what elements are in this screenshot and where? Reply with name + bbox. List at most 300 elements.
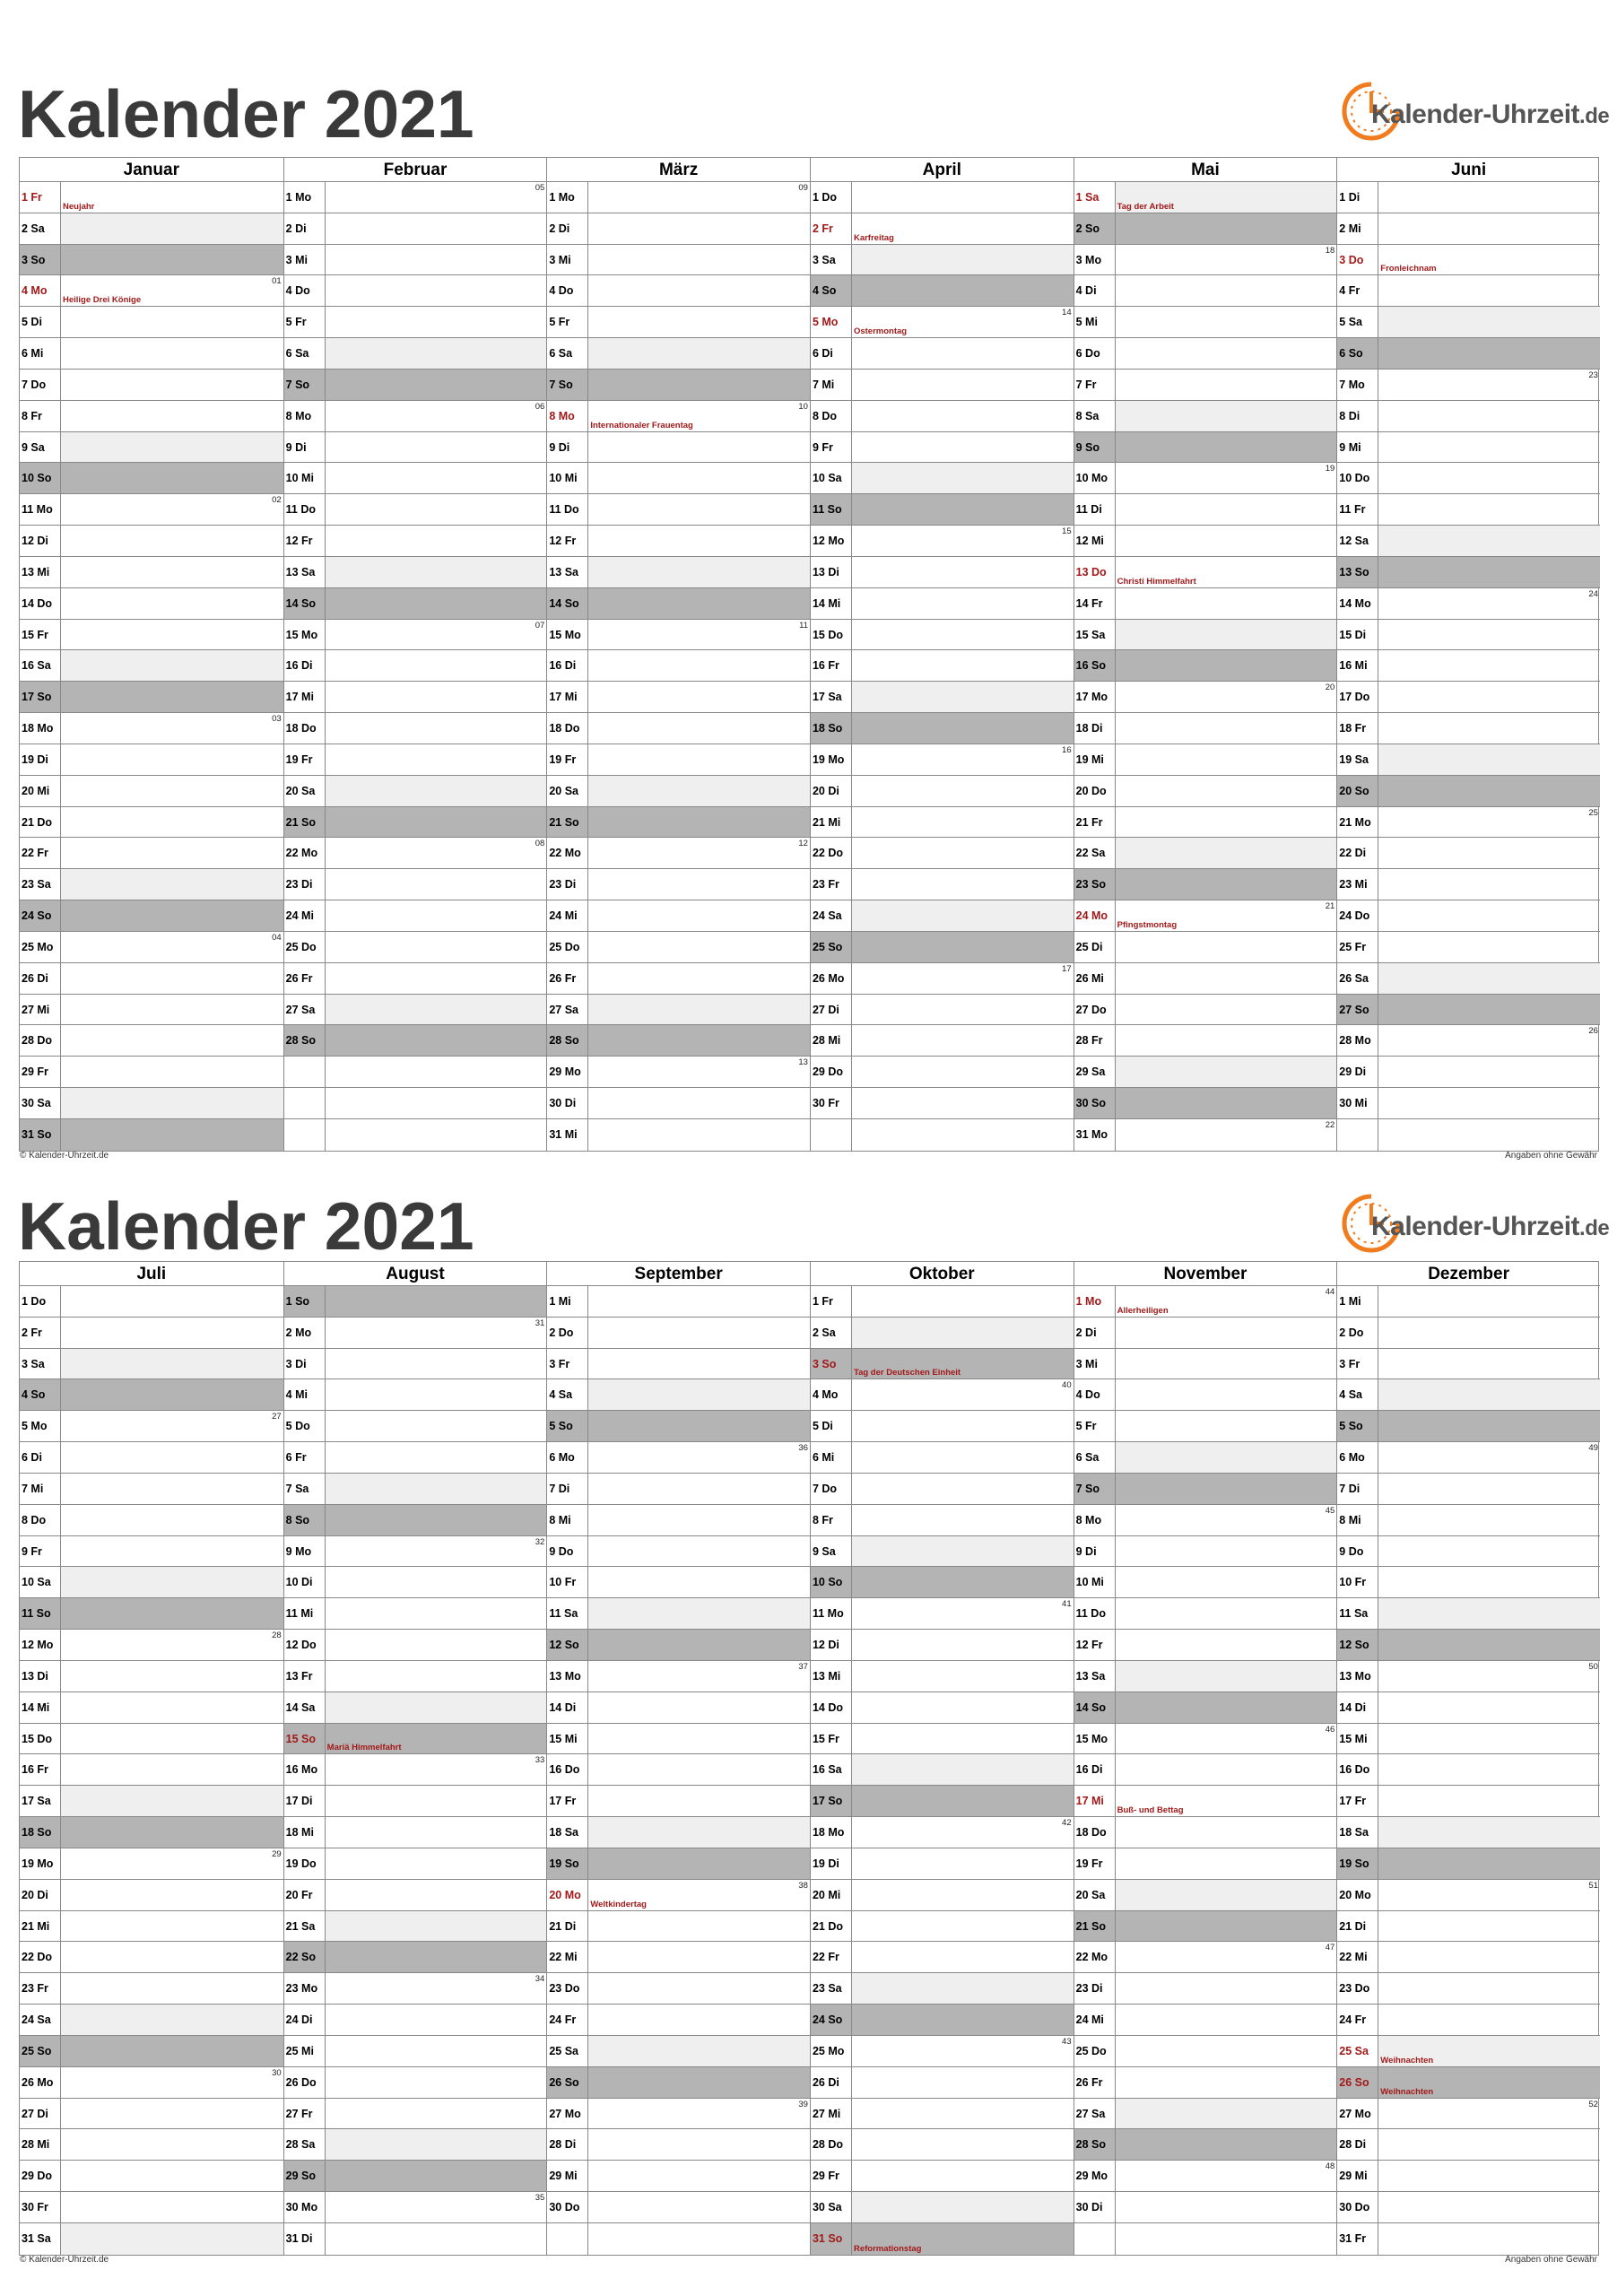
day-row bbox=[20, 900, 283, 932]
day-note-cell bbox=[588, 2161, 810, 2191]
day-row bbox=[1074, 526, 1337, 557]
day-label: 15 Fr bbox=[20, 620, 61, 650]
day-label: 10 Mi bbox=[284, 463, 326, 493]
day-label: 10 Fr bbox=[1337, 1567, 1378, 1597]
day-row bbox=[284, 2036, 547, 2067]
day-label: 26 Fr bbox=[547, 963, 588, 994]
day-row bbox=[1337, 526, 1600, 557]
day-row bbox=[547, 1911, 810, 1943]
day-note-cell bbox=[1378, 900, 1600, 931]
day-note-cell bbox=[1378, 1411, 1600, 1441]
day-label: 25 So bbox=[811, 932, 852, 962]
day-note-cell bbox=[61, 1349, 283, 1379]
week-number: 05 bbox=[535, 183, 545, 193]
empty-day-row bbox=[547, 2223, 810, 2255]
day-row bbox=[284, 2099, 547, 2130]
day-note-cell bbox=[1116, 650, 1337, 681]
day-label: 7 Fr bbox=[1074, 370, 1116, 400]
day-note-cell bbox=[1378, 1630, 1600, 1660]
day-label: 7 Mo bbox=[1337, 370, 1378, 400]
day-label: 24 Sa bbox=[20, 2005, 61, 2035]
week-number: 51 bbox=[1588, 1880, 1598, 1891]
day-note-cell bbox=[1116, 1724, 1337, 1754]
day-label: 15 Do bbox=[20, 1724, 61, 1754]
day-note-cell bbox=[61, 1057, 283, 1087]
day-note-cell bbox=[588, 1598, 810, 1629]
month-header: Juni bbox=[1337, 158, 1600, 182]
day-label: 7 Do bbox=[20, 370, 61, 400]
day-row bbox=[284, 494, 547, 526]
day-label: 17 So bbox=[811, 1786, 852, 1816]
day-label: 8 So bbox=[284, 1505, 326, 1535]
day-label: 2 Mi bbox=[1337, 213, 1378, 244]
day-note-cell bbox=[61, 620, 283, 650]
day-label: 17 Do bbox=[1337, 682, 1378, 712]
footer-disclaimer: Angaben ohne Gewähr bbox=[1505, 1151, 1597, 1161]
day-row bbox=[20, 1724, 283, 1755]
day-note-cell bbox=[326, 932, 547, 962]
day-note-cell bbox=[61, 713, 283, 744]
day-note-cell bbox=[1378, 1536, 1600, 1567]
day-note-cell bbox=[1116, 869, 1337, 900]
day-row bbox=[811, 1880, 1074, 1911]
day-note-cell bbox=[1378, 526, 1600, 556]
day-note-cell bbox=[588, 245, 810, 275]
day-label: 3 Mo bbox=[1074, 245, 1116, 275]
day-note-cell bbox=[1378, 1817, 1600, 1848]
day-row bbox=[284, 370, 547, 401]
day-label: 6 Mo bbox=[1337, 1442, 1378, 1473]
calendar-grid bbox=[19, 157, 1599, 1152]
day-row bbox=[547, 900, 810, 932]
week-number: 16 bbox=[1062, 744, 1072, 755]
day-note-cell bbox=[588, 963, 810, 994]
day-row bbox=[1337, 1536, 1600, 1568]
day-note-cell bbox=[588, 213, 810, 244]
day-label: 11 So bbox=[811, 494, 852, 525]
day-note-cell bbox=[61, 1411, 283, 1441]
day-label: 25 So bbox=[20, 2036, 61, 2066]
day-label: 30 Do bbox=[547, 2192, 588, 2222]
day-note-cell bbox=[326, 744, 547, 775]
day-label: 1 Mo bbox=[1074, 1286, 1116, 1317]
day-row bbox=[1074, 2129, 1337, 2161]
day-note-cell bbox=[1116, 1536, 1337, 1567]
day-row bbox=[1074, 932, 1337, 963]
day-row bbox=[284, 401, 547, 432]
day-label: 11 Do bbox=[547, 494, 588, 525]
day-note-cell bbox=[326, 900, 547, 931]
day-note-cell bbox=[852, 713, 1074, 744]
day-label: 30 Sa bbox=[811, 2192, 852, 2222]
day-note-cell bbox=[1378, 245, 1600, 275]
week-number: 32 bbox=[535, 1536, 545, 1547]
day-note-cell bbox=[1378, 338, 1600, 369]
day-row bbox=[811, 526, 1074, 557]
day-note-cell bbox=[326, 650, 547, 681]
day-row bbox=[20, 1630, 283, 1661]
week-number: 45 bbox=[1325, 1505, 1335, 1516]
day-label: 30 So bbox=[1074, 1088, 1116, 1118]
day-label: 27 Mo bbox=[1337, 2099, 1378, 2129]
day-label: 7 So bbox=[284, 370, 326, 400]
day-label: 30 Fr bbox=[20, 2192, 61, 2222]
day-row bbox=[1337, 1848, 1600, 1880]
day-label: 19 Mo bbox=[811, 744, 852, 775]
day-label: 21 Mo bbox=[1337, 807, 1378, 838]
day-label: 29 Mi bbox=[1337, 2161, 1378, 2191]
month-header: November bbox=[1074, 1262, 1337, 1286]
day-row bbox=[547, 1754, 810, 1786]
day-label: 2 Fr bbox=[20, 1318, 61, 1348]
day-note-cell bbox=[1378, 1848, 1600, 1879]
week-number: 44 bbox=[1325, 1287, 1335, 1297]
day-label: 24 Mo bbox=[1074, 900, 1116, 931]
day-note-cell bbox=[1116, 620, 1337, 650]
day-row bbox=[547, 869, 810, 900]
day-row bbox=[284, 1942, 547, 1973]
day-note-cell bbox=[1116, 182, 1337, 213]
day-note-cell bbox=[326, 1025, 547, 1056]
day-label: 18 Fr bbox=[1337, 713, 1378, 744]
day-label: 19 Fr bbox=[547, 744, 588, 775]
month-column bbox=[1336, 1262, 1600, 2255]
day-note-cell bbox=[588, 1754, 810, 1785]
day-row bbox=[1337, 557, 1600, 588]
day-label: 15 Mo bbox=[547, 620, 588, 650]
day-note-cell bbox=[61, 1630, 283, 1660]
week-number: 41 bbox=[1062, 1599, 1072, 1610]
holiday-name: Buß- und Bettag bbox=[1117, 1805, 1184, 1816]
day-label: 2 So bbox=[1074, 213, 1116, 244]
day-row bbox=[20, 1817, 283, 1848]
week-number: 48 bbox=[1325, 2161, 1335, 2172]
day-label: 4 Mi bbox=[284, 1379, 326, 1410]
day-label: 23 So bbox=[1074, 869, 1116, 900]
day-label: 27 Di bbox=[20, 2099, 61, 2129]
day-label: 31 Fr bbox=[1337, 2223, 1378, 2255]
day-row bbox=[284, 1880, 547, 1911]
day-label: 16 Do bbox=[1337, 1754, 1378, 1785]
day-note-cell bbox=[1378, 650, 1600, 681]
day-label: 20 Mo bbox=[1337, 1880, 1378, 1910]
day-note-cell bbox=[852, 1754, 1074, 1785]
day-row bbox=[20, 213, 283, 245]
day-note-cell bbox=[1116, 1598, 1337, 1629]
day-label: 6 Mo bbox=[547, 1442, 588, 1473]
day-label: 1 Mi bbox=[547, 1286, 588, 1317]
month-column bbox=[1336, 158, 1600, 1151]
day-note-cell bbox=[852, 620, 1074, 650]
day-label: 29 Mo bbox=[1074, 2161, 1116, 2191]
day-note-cell bbox=[326, 869, 547, 900]
day-label: 5 Di bbox=[811, 1411, 852, 1441]
day-note-cell bbox=[588, 744, 810, 775]
day-row bbox=[20, 1880, 283, 1911]
day-row bbox=[547, 1536, 810, 1568]
day-row bbox=[547, 932, 810, 963]
day-label: 2 Mo bbox=[284, 1318, 326, 1348]
day-row bbox=[20, 2067, 283, 2099]
day-row bbox=[1074, 1088, 1337, 1119]
day-label: 3 Do bbox=[1337, 245, 1378, 275]
day-label: 27 Sa bbox=[1074, 2099, 1116, 2129]
month-column bbox=[810, 1262, 1074, 2255]
day-label: 21 Mi bbox=[811, 807, 852, 838]
day-note-cell bbox=[1378, 1973, 1600, 2004]
day-row bbox=[1074, 963, 1337, 995]
day-note-cell bbox=[588, 1848, 810, 1879]
day-row bbox=[1337, 1349, 1600, 1380]
day-row bbox=[1074, 1973, 1337, 2005]
day-row bbox=[1074, 1848, 1337, 1880]
day-note-cell bbox=[1378, 1025, 1600, 1056]
day-label: 21 So bbox=[1074, 1911, 1116, 1942]
day-label: 22 Mi bbox=[1337, 1942, 1378, 1972]
day-row bbox=[1337, 900, 1600, 932]
day-note-cell bbox=[1378, 213, 1600, 244]
week-number: 15 bbox=[1062, 526, 1072, 537]
day-row bbox=[1074, 2099, 1337, 2130]
week-number: 35 bbox=[535, 2193, 545, 2204]
day-note-cell bbox=[1378, 588, 1600, 619]
day-label: 16 Di bbox=[547, 650, 588, 681]
day-label: 20 Di bbox=[20, 1880, 61, 1910]
day-label: 9 So bbox=[1074, 432, 1116, 463]
day-label: 28 Mi bbox=[20, 2129, 61, 2160]
day-row bbox=[20, 588, 283, 620]
day-label: 15 Mi bbox=[547, 1724, 588, 1754]
day-note-cell bbox=[61, 776, 283, 806]
day-row bbox=[1337, 682, 1600, 713]
day-label: 25 Do bbox=[1074, 2036, 1116, 2066]
day-note-cell bbox=[326, 307, 547, 337]
day-label: 27 Sa bbox=[284, 995, 326, 1025]
day-row bbox=[547, 1630, 810, 1661]
day-row bbox=[1074, 370, 1337, 401]
day-label: 8 Fr bbox=[20, 401, 61, 431]
day-row bbox=[1337, 995, 1600, 1026]
day-note-cell bbox=[326, 526, 547, 556]
day-note-cell bbox=[852, 869, 1074, 900]
day-row bbox=[1074, 1474, 1337, 1505]
week-number: 03 bbox=[272, 714, 282, 725]
day-row bbox=[547, 1942, 810, 1973]
day-row bbox=[284, 275, 547, 307]
day-label: 6 Sa bbox=[547, 338, 588, 369]
day-note-cell bbox=[588, 776, 810, 806]
day-label: 16 Fr bbox=[20, 1754, 61, 1785]
footer-copyright: © Kalender-Uhrzeit.de bbox=[20, 1151, 109, 1161]
day-label: 9 Di bbox=[284, 432, 326, 463]
day-label: 12 Di bbox=[20, 526, 61, 556]
day-row bbox=[547, 620, 810, 651]
day-label: 19 Do bbox=[284, 1848, 326, 1879]
day-row bbox=[811, 1786, 1074, 1817]
day-label: 18 Mo bbox=[20, 713, 61, 744]
day-row bbox=[547, 1088, 810, 1119]
day-label: 2 Di bbox=[284, 213, 326, 244]
empty-day-row bbox=[284, 1088, 547, 1119]
day-note-cell bbox=[326, 1286, 547, 1317]
day-row bbox=[547, 370, 810, 401]
holiday-name: Tag der Deutschen Einheit bbox=[853, 1368, 961, 1378]
day-label: 25 Do bbox=[547, 932, 588, 962]
day-row bbox=[811, 1536, 1074, 1568]
day-row bbox=[1074, 557, 1337, 588]
day-note-cell bbox=[61, 2129, 283, 2160]
day-row bbox=[1074, 1379, 1337, 1411]
day-row bbox=[547, 1817, 810, 1848]
day-row bbox=[811, 744, 1074, 776]
week-number: 06 bbox=[535, 401, 545, 412]
day-row bbox=[547, 213, 810, 245]
day-row bbox=[284, 713, 547, 744]
month-header: März bbox=[547, 158, 810, 182]
day-label: 23 Do bbox=[1337, 1973, 1378, 2004]
day-note-cell bbox=[61, 213, 283, 244]
day-row bbox=[284, 2067, 547, 2099]
day-note-cell bbox=[1116, 370, 1337, 400]
day-note-cell bbox=[588, 1379, 810, 1410]
day-note-cell bbox=[1378, 776, 1600, 806]
day-label: 9 Mo bbox=[284, 1536, 326, 1567]
day-row bbox=[1074, 620, 1337, 651]
day-note-cell bbox=[1378, 2036, 1600, 2066]
day-note-cell bbox=[1116, 463, 1337, 493]
day-row bbox=[811, 338, 1074, 370]
day-label: 5 Fr bbox=[547, 307, 588, 337]
day-row bbox=[811, 2223, 1074, 2255]
day-label: 6 So bbox=[1337, 338, 1378, 369]
day-row bbox=[1074, 1318, 1337, 1349]
day-label: 13 Mi bbox=[811, 1661, 852, 1692]
day-row bbox=[1337, 1724, 1600, 1755]
day-label: 26 Do bbox=[284, 2067, 326, 2098]
day-row bbox=[1074, 650, 1337, 682]
day-row bbox=[811, 1057, 1074, 1088]
day-label: 24 So bbox=[20, 900, 61, 931]
day-row bbox=[20, 182, 283, 213]
day-label: 23 Fr bbox=[20, 1973, 61, 2004]
day-label: 8 Mo bbox=[284, 401, 326, 431]
day-note-cell bbox=[326, 1474, 547, 1504]
day-note-cell bbox=[326, 401, 547, 431]
day-row bbox=[20, 1474, 283, 1505]
day-row bbox=[1074, 869, 1337, 900]
day-note-cell bbox=[1116, 1025, 1337, 1056]
day-note-cell bbox=[1378, 838, 1600, 868]
day-row bbox=[811, 1286, 1074, 1318]
day-note-cell bbox=[1378, 869, 1600, 900]
day-label: 30 Di bbox=[547, 1088, 588, 1118]
day-row bbox=[1337, 1817, 1600, 1848]
day-note-cell bbox=[1378, 1474, 1600, 1504]
day-label: 20 Di bbox=[811, 776, 852, 806]
day-row bbox=[811, 2067, 1074, 2099]
day-note-cell bbox=[1378, 2192, 1600, 2222]
day-label: 9 Di bbox=[1074, 1536, 1116, 1567]
day-row bbox=[811, 182, 1074, 213]
day-row bbox=[1074, 494, 1337, 526]
day-label: 20 Sa bbox=[284, 776, 326, 806]
day-note-cell bbox=[1378, 307, 1600, 337]
day-note-cell bbox=[61, 1442, 283, 1473]
day-label: 20 Do bbox=[1074, 776, 1116, 806]
day-label: 19 So bbox=[547, 1848, 588, 1879]
day-row bbox=[811, 713, 1074, 744]
day-label: 28 Do bbox=[20, 1025, 61, 1056]
day-row bbox=[1074, 1911, 1337, 1943]
day-label: 14 Mo bbox=[1337, 588, 1378, 619]
day-row bbox=[20, 1911, 283, 1943]
day-row bbox=[20, 370, 283, 401]
week-number: 33 bbox=[535, 1755, 545, 1766]
day-row bbox=[284, 682, 547, 713]
day-label: 24 Mi bbox=[547, 900, 588, 931]
day-label: 23 Di bbox=[284, 869, 326, 900]
day-note-cell bbox=[1116, 338, 1337, 369]
day-note-cell bbox=[852, 1724, 1074, 1754]
day-note-cell bbox=[852, 1379, 1074, 1410]
holiday-name: Fronleichnam bbox=[1380, 264, 1437, 274]
day-note-cell bbox=[326, 1411, 547, 1441]
day-row bbox=[1337, 2192, 1600, 2223]
day-note-cell bbox=[1116, 2099, 1337, 2129]
day-row bbox=[1074, 1942, 1337, 1973]
day-note-cell bbox=[1378, 1942, 1600, 1972]
day-note-cell bbox=[852, 2161, 1074, 2191]
day-note-cell bbox=[61, 1536, 283, 1567]
day-label: 11 Do bbox=[284, 494, 326, 525]
day-label: 6 Mi bbox=[811, 1442, 852, 1473]
day-note-cell bbox=[1378, 1349, 1600, 1379]
day-label bbox=[1337, 1119, 1378, 1151]
day-note-cell bbox=[326, 1630, 547, 1660]
holiday-name: Weltkindertag bbox=[590, 1899, 647, 1909]
day-row bbox=[811, 1505, 1074, 1536]
day-label: 14 Do bbox=[20, 588, 61, 619]
day-note-cell bbox=[588, 838, 810, 868]
day-note-cell bbox=[588, 1025, 810, 1056]
day-row bbox=[1074, 588, 1337, 620]
day-note-cell bbox=[1116, 2036, 1337, 2066]
day-label: 9 Sa bbox=[811, 1536, 852, 1567]
day-label: 12 Fr bbox=[284, 526, 326, 556]
day-label: 12 Do bbox=[284, 1630, 326, 1660]
day-note-cell bbox=[1116, 838, 1337, 868]
day-row bbox=[20, 2223, 283, 2255]
day-row bbox=[284, 432, 547, 464]
day-note-cell bbox=[1116, 1754, 1337, 1785]
day-label: 11 Mo bbox=[20, 494, 61, 525]
day-note-cell bbox=[326, 838, 547, 868]
day-label: 4 Mo bbox=[20, 275, 61, 306]
day-row bbox=[1337, 650, 1600, 682]
day-label: 2 Sa bbox=[20, 213, 61, 244]
day-note-cell bbox=[61, 463, 283, 493]
day-note-cell bbox=[61, 1661, 283, 1692]
day-row bbox=[547, 1379, 810, 1411]
day-note-cell bbox=[852, 1848, 1074, 1879]
day-label: 5 So bbox=[1337, 1411, 1378, 1441]
day-note-cell bbox=[588, 1724, 810, 1754]
day-label: 10 Fr bbox=[547, 1567, 588, 1597]
day-row bbox=[811, 2161, 1074, 2192]
day-row bbox=[811, 275, 1074, 307]
day-row bbox=[284, 1911, 547, 1943]
day-note-cell bbox=[588, 1880, 810, 1910]
